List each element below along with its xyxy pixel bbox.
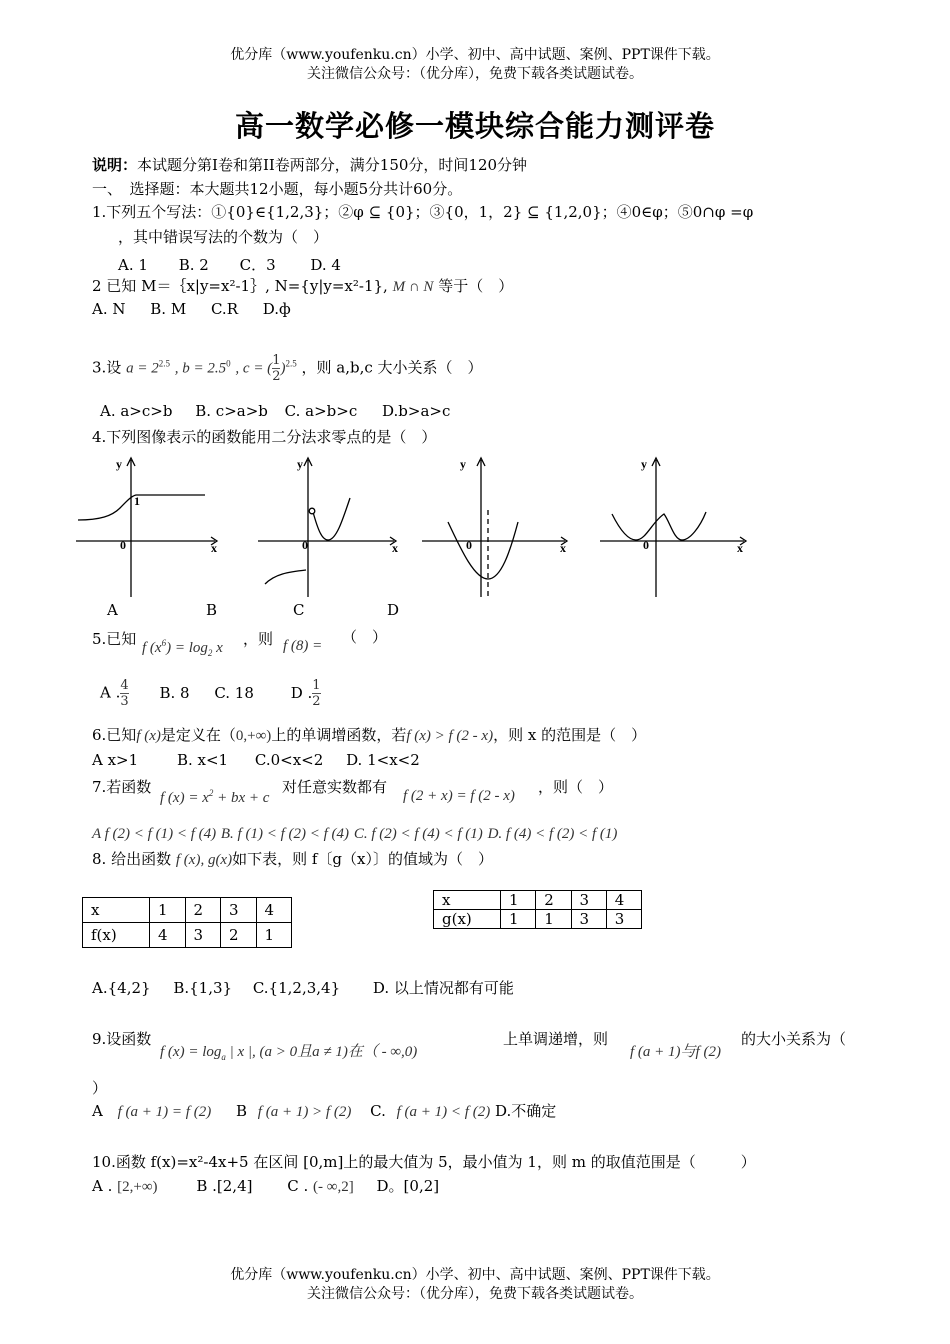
q2-intersection: M ∩ N — [392, 279, 434, 295]
q10-option-a: A . — [92, 1177, 113, 1195]
q1-option-a: A. 1 — [118, 256, 148, 274]
q6-interval: 0,+∞) — [235, 728, 272, 744]
table-cell: 3 — [571, 910, 606, 929]
q5-a-num: 4 — [120, 678, 129, 693]
q4-label-a: A — [107, 601, 118, 619]
q4-label-c: C — [293, 601, 305, 619]
q7-func-b: + bx + c — [213, 790, 270, 806]
q7-pre: 7.若函数 — [92, 778, 152, 796]
q5-expr-log: ) = log — [166, 640, 208, 656]
q9-option-a-expr: f (a + 1) = f (2) — [117, 1104, 212, 1120]
q5-option-a-frac — [120, 678, 128, 709]
q5-option-a: A . — [100, 683, 121, 702]
q8-tail: 如下表，则 f〔g（x）〕的值域为（ ） — [232, 850, 493, 868]
q7-eq: f (2 + x) = f (2 - x) — [403, 788, 515, 804]
q1-option-b: B. 2 — [178, 256, 209, 274]
page-title: 高一数学必修一模块综合能力测评卷 — [234, 109, 715, 143]
q6-option-d: D. 1<x<2 — [346, 751, 420, 769]
table-cell: 2 — [221, 923, 257, 948]
q6-tail: ，则 x 的范围是（ ） — [493, 726, 647, 744]
graph-d-y: y — [641, 457, 647, 471]
graph-d-x: x — [737, 541, 743, 555]
q9-func-b: | x |, (a > 0且a ≠ 1)在（ - ∞,0) — [225, 1044, 418, 1060]
q5-option-d: D . — [290, 683, 313, 702]
table-cell: 1 — [256, 923, 292, 948]
graph-a-y: y — [116, 457, 122, 471]
q5-option-c: C. 18 — [214, 683, 254, 702]
table-cell: x — [83, 898, 150, 923]
q7-options — [92, 824, 617, 843]
graph-c — [422, 458, 567, 597]
table-cell: 4 — [150, 923, 186, 948]
q5-options — [100, 678, 321, 709]
q2-stem-text: 2 已知 M＝｛x|y=x²-1｝, N={y|y=x²-1}, — [92, 277, 388, 295]
graph-b-origin: 0 — [302, 538, 308, 552]
q3-pre: 3.设 — [92, 358, 122, 377]
q9-option-d: D.不确定 — [494, 1102, 557, 1120]
q9-option-a: A — [92, 1102, 103, 1120]
table-cell: 1 — [536, 910, 571, 929]
table-cell: 4 — [606, 891, 641, 910]
graph-c-x: x — [560, 541, 566, 555]
graph-b — [258, 458, 396, 597]
q7-mid: 对任意实数都有 — [282, 778, 388, 796]
q8-stem-text: 8. 给出函数 — [92, 850, 172, 868]
table-cell: 4 — [256, 898, 292, 923]
table-cell: 3 — [221, 898, 257, 923]
header-line-2: 关注微信公众号：（优分库），免费下载各类试题试卷。 — [307, 66, 643, 82]
q10-stem: 10.函数 f(x)=x²-4x+5 在区间 [0,m]上的最大值为 5，最小值为 1，则 m 的取值范围是（ ） — [92, 1153, 756, 1171]
q10-option-a-expr: [2,+∞) — [117, 1179, 158, 1195]
q2-option-a: A. N — [92, 300, 126, 318]
table-row — [434, 891, 642, 910]
q9-tail: 的大小关系为（ — [741, 1030, 847, 1048]
table-cell: f(x) — [83, 923, 150, 948]
q9-option-b: B — [235, 1102, 247, 1120]
q5-d-num: 1 — [312, 678, 321, 693]
q9-pre: 9.设函数 — [92, 1030, 152, 1048]
q8-option-b: B.{1,3} — [173, 979, 233, 997]
q3-c-num: 1 — [272, 353, 281, 368]
q10-option-b: B .[2,4] — [196, 1177, 253, 1195]
q5-paren: （ ） — [342, 628, 388, 646]
q5-expr-x: x — [212, 640, 223, 656]
q8-option-a: A.{4,2} — [92, 979, 151, 997]
q5-d-den: 2 — [312, 694, 321, 709]
q2-option-c: C.R — [210, 300, 238, 318]
table-cell: 2 — [536, 891, 571, 910]
table-cell: 3 — [571, 891, 606, 910]
q5-expr-f: f (x — [142, 640, 162, 656]
q3-b: , b = 2.5 — [174, 360, 227, 377]
q9-func-a: f (x) = log — [160, 1044, 222, 1060]
q7-tail: ，则（ ） — [538, 778, 614, 796]
q3-option-a: A. a>c>b — [100, 402, 173, 420]
q9-cmp: f (a + 1)与f (2) — [630, 1044, 721, 1060]
graph-b-x: x — [392, 541, 398, 555]
table-cell: 3 — [606, 910, 641, 929]
q1-stem: 1.下列五个写法：①{0}∈{1,2,3}；②φ ⊆ {0}；③{0，1，2} ⊆ {1,2,0}；④0∈φ；⑤0∩φ =φ — [92, 203, 754, 221]
footer-line-1: 优分库（www.youfenku.cn）小学、初中、高中试题、案例、PPT课件下载。 — [230, 1267, 720, 1283]
q1-option-c: C．3 — [239, 256, 276, 274]
q9-mid: 上单调递增，则 — [503, 1030, 609, 1048]
q7-func-a: f (x) = x — [160, 790, 209, 806]
q6-stem — [92, 724, 646, 745]
q3-c-den: 2 — [272, 369, 281, 384]
q9-option-c-expr: f (a + 1) < f (2) — [396, 1104, 491, 1120]
q8-g-table — [433, 890, 642, 929]
q3-stem — [92, 353, 483, 384]
q7-option-d: D. f (4) < f (2) < f (1) — [487, 826, 618, 842]
q5-exp: 6 — [161, 638, 167, 648]
q6-option-c: C.0<x<2 — [254, 751, 324, 769]
q6-f: f (x) — [136, 728, 161, 744]
table-cell: 3 — [185, 923, 221, 948]
q5-pre: 5.已知 — [92, 630, 137, 648]
intro-line — [92, 154, 527, 175]
q4-label-d: D — [387, 601, 400, 619]
q7-func-exp: 2 — [208, 788, 214, 798]
q6-pre: 6.已知 — [92, 726, 137, 744]
q5-a-den: 3 — [120, 694, 129, 709]
q10-option-c: C . — [287, 1177, 309, 1195]
q2-stem — [92, 275, 513, 296]
q1-stem-2: ，其中错误写法的个数为（ ） — [118, 228, 329, 246]
q9-option-b-expr: f (a + 1) > f (2) — [257, 1104, 352, 1120]
header-line-1: 优分库（www.youfenku.cn）小学、初中、高中试题、案例、PPT课件下载。 — [230, 47, 720, 63]
table-row — [434, 910, 642, 929]
q10-option-d: D。[0,2] — [376, 1177, 440, 1195]
q5-mid: ，则 — [243, 630, 274, 648]
q6-option-a: A x>1 — [92, 751, 139, 769]
q4-graphs — [70, 452, 760, 602]
q4-stem: 4.下列图像表示的函数能用二分法求零点的是（ ） — [92, 428, 437, 446]
q6-option-b: B. x<1 — [176, 751, 229, 769]
q2-option-b: B. M — [150, 300, 187, 318]
table-cell: 1 — [150, 898, 186, 923]
q6-mid2: 上的单调增函数，若 — [271, 726, 407, 744]
q3-a: a = 2 — [126, 360, 159, 377]
graph-c-y: y — [460, 457, 466, 471]
intro-text: 本试题分第I卷和第II卷两部分，满分150分，时间120分钟 — [137, 156, 528, 174]
q8-options — [92, 977, 514, 998]
graph-d-origin: 0 — [643, 538, 649, 552]
intro-label: 说明： — [92, 156, 138, 174]
q5-option-d-frac — [312, 678, 320, 709]
q6-options — [92, 751, 420, 769]
q8-f-table — [82, 897, 292, 948]
q3-c: , c = ( — [235, 360, 273, 377]
table-cell: 1 — [501, 891, 536, 910]
table-cell: 2 — [185, 898, 221, 923]
q2-option-d: D.ф — [262, 300, 291, 318]
q3-c-close: ) — [280, 360, 286, 377]
table-cell: g(x) — [434, 910, 501, 929]
table-cell: x — [434, 891, 501, 910]
q10-options — [92, 1175, 439, 1196]
q6-mid1: 是定义在（ — [160, 726, 236, 744]
q4-label-b: B — [206, 601, 218, 619]
graph-a-origin: 0 — [120, 538, 126, 552]
q3-a-exp: 2.5 — [158, 358, 170, 369]
q5-f8: f (8) = — [283, 638, 323, 654]
q5-log-base: 2 — [207, 648, 213, 658]
graph-a — [76, 458, 217, 597]
q3-tail: ，则 a,b,c 大小关系（ ） — [301, 358, 483, 377]
q5-option-b: B. 8 — [159, 683, 190, 702]
q9-option-c: C. — [370, 1102, 386, 1120]
q1-option-d: D. 4 — [310, 256, 341, 274]
table-row — [83, 923, 292, 948]
graph-d — [600, 458, 746, 597]
q3-option-d: D.b>a>c — [382, 402, 451, 420]
graph-a-one: 1 — [134, 494, 140, 508]
graph-a-x: x — [211, 541, 217, 555]
q10-option-c-expr: (- ∞,2] — [313, 1179, 354, 1195]
q3-options — [100, 402, 450, 420]
section-heading: 一、 选择题：本大题共12小题，每小题5分共计60分。 — [92, 180, 463, 198]
q8-funcs: f (x), g(x) — [175, 852, 233, 868]
q9-options — [92, 1100, 556, 1121]
q5-expr — [142, 638, 223, 658]
q9-close: ） — [92, 1079, 108, 1097]
graph-c-origin: 0 — [466, 538, 472, 552]
q8-option-c: C.{1,2,3,4} — [252, 979, 341, 997]
q8-option-d: D. 以上情况都有可能 — [372, 979, 514, 997]
table-cell: 1 — [501, 910, 536, 929]
table-row — [83, 898, 292, 923]
footer-line-2: 关注微信公众号：（优分库），免费下载各类试题试卷。 — [307, 1286, 643, 1302]
q2-tail: 等于（ ） — [438, 277, 514, 295]
q7-option-a: A f (2) < f (1) < f (4) — [92, 826, 217, 842]
q2-options — [92, 300, 291, 318]
q7-option-b: B. f (1) < f (2) < f (4) — [220, 826, 350, 842]
q8-stem — [92, 848, 493, 869]
q9-func — [160, 1040, 417, 1062]
q6-ineq: f (x) > f (2 - x) — [406, 728, 494, 744]
q9-func-base: a — [221, 1052, 226, 1062]
q3-option-c: C. a>b>c — [284, 402, 358, 420]
q3-c-exp: 2.5 — [285, 358, 297, 369]
q3-b-exp: 0 — [226, 358, 231, 369]
graph-b-y: y — [297, 457, 303, 471]
q7-func — [160, 788, 269, 807]
q7-option-c: C. f (2) < f (4) < f (1) — [353, 826, 483, 842]
q1-options — [118, 254, 341, 275]
q3-option-b: B. c>a>b — [195, 402, 268, 420]
